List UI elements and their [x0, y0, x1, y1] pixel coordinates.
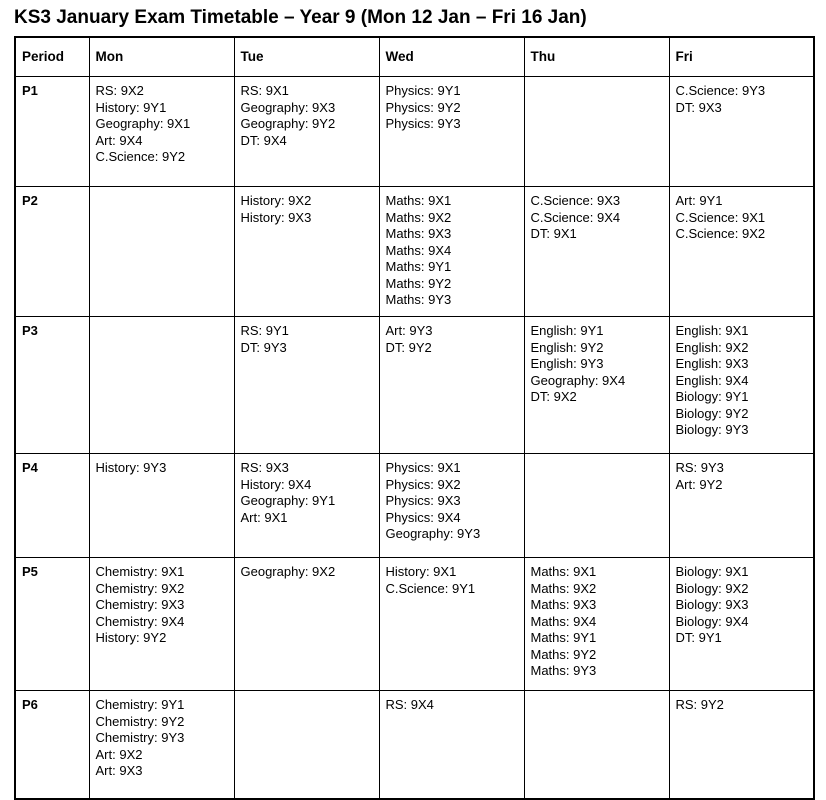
timetable-header — [15, 37, 814, 77]
exam-entry: Chemistry: 9X2 — [95, 580, 185, 596]
column-header-thu: Thu — [524, 37, 669, 77]
table-row — [15, 691, 814, 799]
exam-entry: English: 9X3 — [675, 356, 749, 371]
column-header-wed: Wed — [379, 37, 524, 77]
timetable-cell — [524, 691, 669, 799]
exam-entry: Biology: 9X4 — [675, 613, 749, 629]
timetable-cell — [379, 558, 524, 691]
exam-entry: Maths: 9X1 — [385, 193, 452, 208]
header-row — [15, 37, 814, 77]
exam-entry: RS: 9X2 — [95, 83, 144, 98]
timetable-cell — [379, 691, 524, 799]
exam-entry: History: 9X4 — [240, 476, 312, 492]
exam-entry: Chemistry: 9X4 — [95, 613, 185, 629]
exam-entry: Physics: 9Y3 — [385, 116, 461, 131]
exam-entry: Biology: 9Y3 — [675, 422, 749, 437]
exam-entry: RS: 9X4 — [385, 697, 434, 712]
exam-entry: English: 9Y1 — [530, 323, 604, 338]
exam-entry: Art: 9Y1 — [675, 193, 723, 208]
timetable-cell — [234, 558, 379, 691]
exam-entry: History: 9Y3 — [95, 460, 167, 475]
exam-entry: C.Science: 9Y3 — [675, 83, 766, 98]
timetable-cell — [524, 454, 669, 558]
exam-entry: Maths: 9X2 — [385, 209, 452, 225]
table-row — [15, 77, 814, 187]
exam-entry: Geography: 9Y2 — [240, 116, 336, 131]
exam-entry: Biology: 9X3 — [675, 597, 749, 612]
exam-entry: RS: 9X3 — [240, 460, 289, 475]
exam-entry: Chemistry: 9Y2 — [95, 713, 185, 729]
exam-entry: RS: 9Y3 — [675, 460, 724, 475]
exam-entry: Geography: 9X2 — [240, 564, 336, 579]
timetable-cell — [89, 691, 234, 799]
exam-entry: DT: 9Y2 — [385, 339, 432, 355]
timetable-cell — [379, 317, 524, 454]
exam-entry: Chemistry: 9X1 — [95, 564, 185, 579]
timetable-cell — [524, 187, 669, 317]
exam-entry: RS: 9X1 — [240, 83, 289, 98]
timetable-cell — [234, 454, 379, 558]
exam-entry: Maths: 9Y2 — [385, 275, 452, 291]
timetable-table — [14, 36, 815, 800]
timetable-cell — [669, 558, 814, 691]
exam-entry: Art: 9X2 — [95, 746, 143, 762]
table-row — [15, 558, 814, 691]
table-row — [15, 317, 814, 454]
exam-entry: C.Science: 9X4 — [530, 209, 621, 225]
timetable-cell — [379, 187, 524, 317]
column-header-period: Period — [15, 37, 89, 77]
exam-entry: English: 9Y2 — [530, 339, 604, 355]
period-label: P1 — [15, 77, 89, 187]
exam-entry: Maths: 9X4 — [385, 242, 452, 258]
exam-entry: DT: 9Y3 — [240, 339, 287, 355]
exam-entry: RS: 9Y2 — [675, 697, 724, 712]
timetable-cell — [234, 187, 379, 317]
column-header-fri: Fri — [669, 37, 814, 77]
timetable-cell — [669, 317, 814, 454]
exam-entry: Geography: 9X1 — [95, 116, 191, 131]
timetable-cell — [89, 558, 234, 691]
timetable-cell — [234, 77, 379, 187]
exam-entry: History: 9Y2 — [95, 630, 167, 645]
exam-entry: Maths: 9Y1 — [530, 630, 597, 645]
exam-entry: Physics: 9Y2 — [385, 99, 461, 115]
exam-entry: C.Science: 9X2 — [675, 226, 766, 241]
exam-entry: DT: 9Y1 — [675, 630, 722, 645]
column-header-tue: Tue — [234, 37, 379, 77]
exam-entry: Biology: 9X2 — [675, 580, 749, 596]
timetable-cell — [669, 77, 814, 187]
timetable-cell — [89, 187, 234, 317]
exam-entry: Geography: 9X4 — [530, 372, 626, 388]
exam-entry: Chemistry: 9Y1 — [95, 697, 185, 712]
exam-entry: Maths: 9X2 — [530, 580, 597, 596]
exam-entry: Maths: 9X3 — [385, 226, 452, 241]
exam-entry: Art: 9X3 — [95, 763, 143, 778]
exam-entry: C.Science: 9X3 — [530, 193, 621, 208]
timetable-cell — [234, 691, 379, 799]
exam-entry: Physics: 9X3 — [385, 493, 461, 508]
exam-entry: Maths: 9X4 — [530, 613, 597, 629]
exam-entry: Maths: 9X1 — [530, 564, 597, 579]
timetable-cell — [89, 454, 234, 558]
exam-entry: History: 9X3 — [240, 209, 312, 225]
timetable-body — [15, 77, 814, 799]
exam-entry: Chemistry: 9X3 — [95, 597, 185, 612]
period-label: P5 — [15, 558, 89, 691]
timetable-cell — [89, 77, 234, 187]
exam-entry: Geography: 9Y1 — [240, 493, 336, 508]
timetable-cell — [379, 77, 524, 187]
exam-entry: History: 9Y1 — [95, 99, 167, 115]
exam-entry: English: 9X2 — [675, 339, 749, 355]
exam-entry: Biology: 9X1 — [675, 564, 749, 579]
timetable-cell — [524, 558, 669, 691]
exam-entry: Maths: 9X3 — [530, 597, 597, 612]
exam-entry: Physics: 9X1 — [385, 460, 461, 475]
exam-entry: DT: 9X4 — [240, 132, 287, 148]
exam-entry: Art: 9Y3 — [385, 323, 433, 338]
exam-entry: Maths: 9Y3 — [530, 663, 597, 678]
period-label: P2 — [15, 187, 89, 317]
period-label: P6 — [15, 691, 89, 799]
exam-entry: Biology: 9Y1 — [675, 389, 749, 404]
exam-entry: English: 9X4 — [675, 372, 749, 388]
exam-entry: Physics: 9Y1 — [385, 83, 461, 98]
exam-entry: Art: 9X1 — [240, 509, 288, 525]
exam-entry: English: 9X1 — [675, 323, 749, 338]
period-label: P3 — [15, 317, 89, 454]
exam-entry: English: 9Y3 — [530, 356, 604, 371]
exam-entry: History: 9X2 — [240, 193, 312, 208]
timetable-cell — [234, 317, 379, 454]
exam-entry: Art: 9X4 — [95, 132, 143, 148]
exam-entry: DT: 9X3 — [675, 99, 722, 115]
exam-entry: Maths: 9Y3 — [385, 292, 452, 307]
table-row — [15, 187, 814, 317]
exam-entry: DT: 9X2 — [530, 389, 577, 404]
exam-entry: RS: 9Y1 — [240, 323, 289, 338]
exam-entry: Biology: 9Y2 — [675, 405, 749, 421]
exam-entry: Chemistry: 9Y3 — [95, 730, 185, 745]
exam-entry: DT: 9X1 — [530, 226, 577, 241]
exam-entry: Art: 9Y2 — [675, 476, 723, 492]
timetable-cell — [669, 187, 814, 317]
timetable-cell — [89, 317, 234, 454]
exam-entry: Physics: 9X4 — [385, 509, 461, 525]
exam-entry: Maths: 9Y1 — [385, 259, 452, 274]
timetable-cell — [524, 77, 669, 187]
exam-entry: C.Science: 9Y1 — [385, 580, 476, 596]
column-header-mon: Mon — [89, 37, 234, 77]
page-title: KS3 January Exam Timetable – Year 9 (Mon 12 Jan – Fri 16 Jan) — [14, 7, 587, 28]
exam-entry: Physics: 9X2 — [385, 476, 461, 492]
exam-entry: History: 9X1 — [385, 564, 457, 579]
exam-entry: Geography: 9Y3 — [385, 526, 481, 541]
timetable-cell — [379, 454, 524, 558]
table-row — [15, 454, 814, 558]
period-label: P4 — [15, 454, 89, 558]
timetable-cell — [524, 317, 669, 454]
exam-entry: C.Science: 9X1 — [675, 209, 766, 225]
exam-entry: C.Science: 9Y2 — [95, 149, 186, 164]
exam-entry: Maths: 9Y2 — [530, 646, 597, 662]
timetable-cell — [669, 691, 814, 799]
timetable-cell — [669, 454, 814, 558]
exam-entry: Geography: 9X3 — [240, 99, 336, 115]
